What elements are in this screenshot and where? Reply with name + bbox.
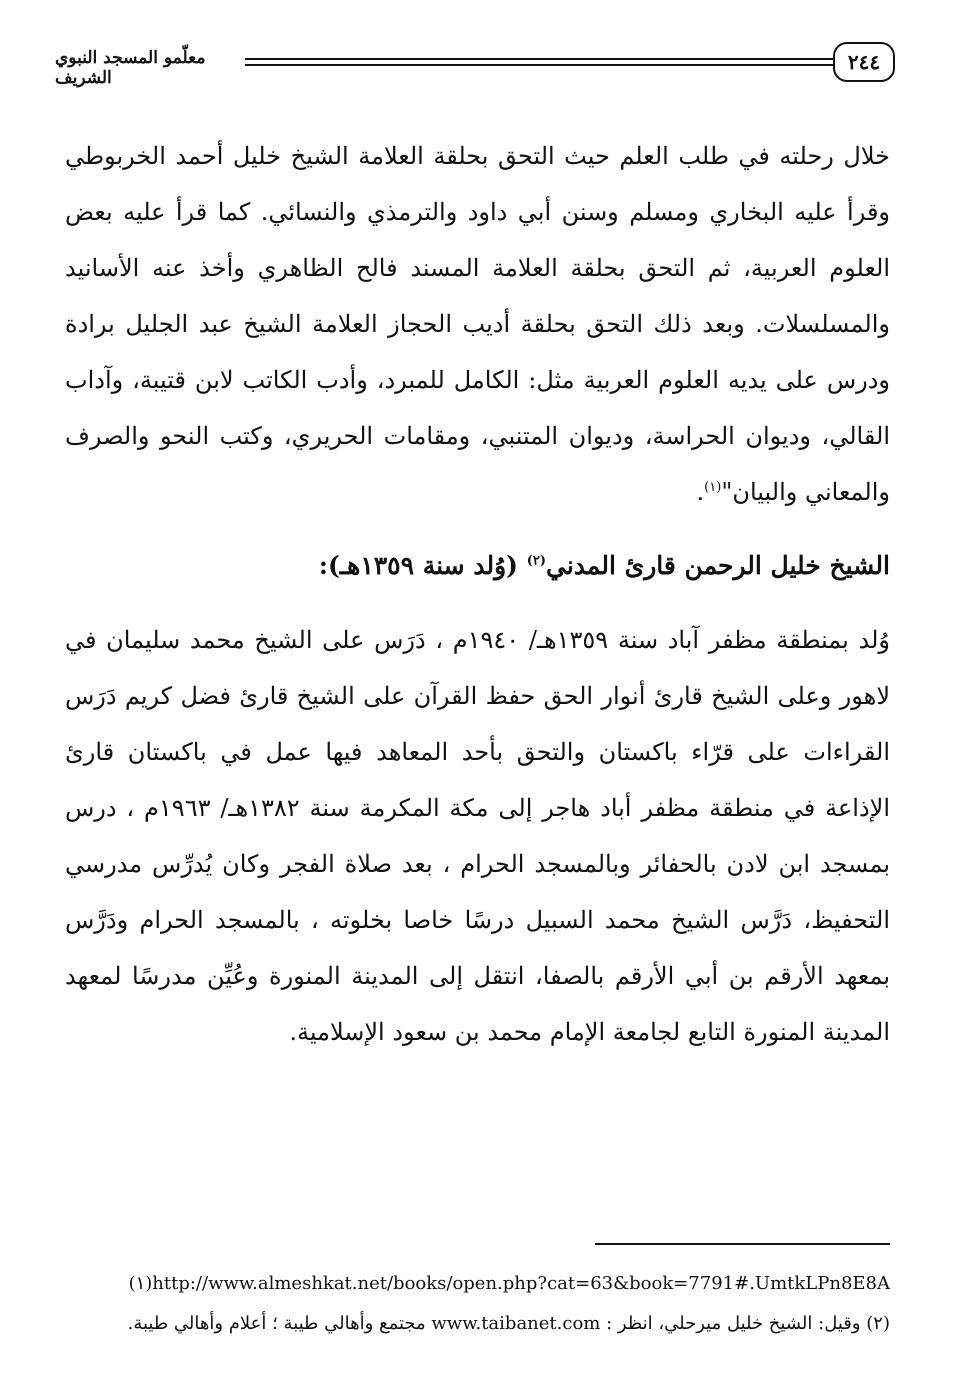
footnote-separator <box>595 1243 890 1245</box>
footnote-2: (٢) وقيل: الشيخ خليل ميرحلي، انظر : www.taibanet.com مجتمع وأهالي طيبة ؛ أعلام وأهالي طيبة. <box>127 1313 890 1334</box>
paragraph-1-text: خلال رحلته في طلب العلم حيث التحق بحلقة العلامة الشيخ خليل أحمد الخربوطي وقرأ عليه البخاري ومسلم وسنن أبي داود والترمذي والنسائي. كما قرأ عليه بعض العلوم العربية، ثم التحق بحلقة العلامة المسند فالح الظاهري وأخذ عنه الأسانيد والمسلسلات. وبعد ذلك التحق بحلقة أديب الحجاز العلامة الشيخ عبد الجليل برادة ودرس على يديه العلوم العربية مثل: الكامل للمبرد، وأدب الكاتب لابن قتيبة، وآداب القالي، وديوان الحراسة، وديوان المتنبي، ومقامات الحريري، وكتب النحو والصرف والمعاني والبيان" <box>65 142 890 506</box>
heading-birth: (وُلد سنة ١٣٥٩هـ): <box>318 551 527 580</box>
paragraph-1-end: . <box>696 478 705 506</box>
footnote-ref-1: (١) <box>704 480 722 495</box>
header-double-rule <box>245 58 833 66</box>
main-text <box>65 128 890 1060</box>
heading-name: الشيخ خليل الرحمن قارئ المدني <box>545 551 890 580</box>
footnote-1: (١)http://www.almeshkat.net/books/open.php?cat=63&book=7791#.UmtkLPn8E8A <box>128 1273 890 1294</box>
page-number: ٢٤٤ <box>833 42 895 82</box>
paragraph-2: وُلد بمنطقة مظفر آباد سنة ١٣٥٩هـ/ ١٩٤٠م ، دَرَس على الشيخ محمد سليمان في لاهور وعلى الشيخ قارئ أنوار الحق حفظ القرآن على الشيخ قارئ فضل كريم دَرَس القراءات على قرّاء باكستان والتحق بأحد المعاهد فيها عمل في باكستان قارئ الإذاعة في منطقة مظفر أباد هاجر إلى مكة المكرمة سنة ١٣٨٢هـ/ ١٩٦٣م ، درس بمسجد ابن لادن بالحفائر وبالمسجد الحرام ، بعد صلاة الفجر وكان يُدرِّس مدرسي التحفيظ، دَرَّس الشيخ محمد السبيل درسًا خاصا بخلوته ، بالمسجد الحرام ودَرَّس بمعهد الأرقم بن أبي الأرقم بالصفا، انتقل إلى المدينة المنورة وعُيِّن مدرسًا لمعهد المدينة المنورة التابع لجامعة الإمام محمد بن سعود الإسلامية. <box>65 626 891 1046</box>
section-heading <box>65 538 890 594</box>
running-title: معلّمو المسجد النبوي الشريف <box>55 48 206 88</box>
page-header <box>55 42 895 88</box>
footnotes <box>65 1268 890 1348</box>
paragraph-1 <box>65 128 890 520</box>
footnote-ref-2: (٢) <box>526 553 546 569</box>
